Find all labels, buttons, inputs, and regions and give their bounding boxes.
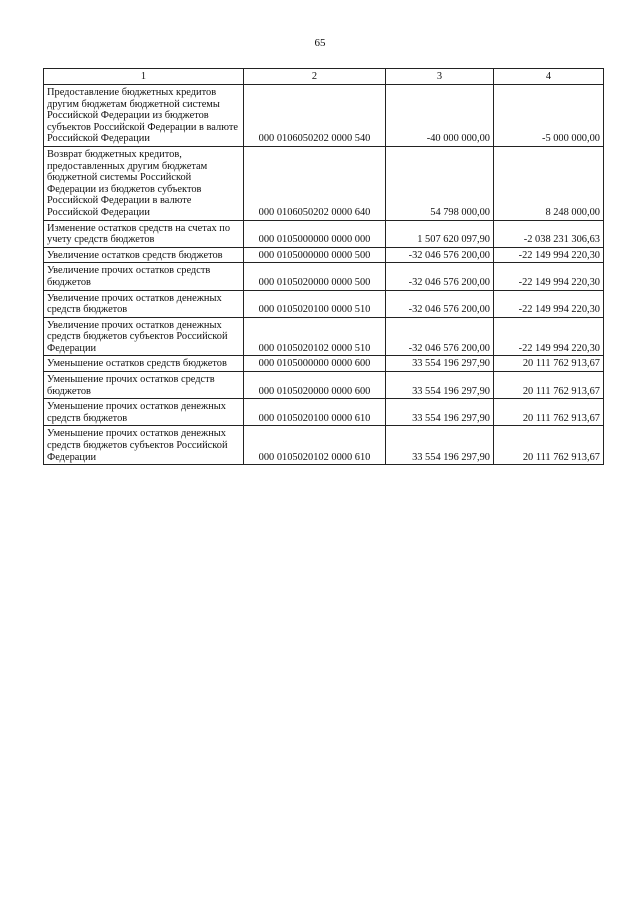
row-name: Возврат бюджетных кредитов, предоставленных другим бюджетам бюджетной системы Российской Федерации из бюджетов субъектов Российской Федерации в валюте Российской Федерации <box>44 146 244 220</box>
row-value-col3: 33 554 196 297,90 <box>386 356 494 372</box>
row-value-col4: -22 149 994 220,30 <box>494 247 604 263</box>
table-row <box>44 426 604 465</box>
column-header-3: 3 <box>386 69 494 85</box>
row-value-col3: 33 554 196 297,90 <box>386 399 494 426</box>
row-value-col4: 8 248 000,00 <box>494 146 604 220</box>
row-code: 000 0106050202 0000 540 <box>244 85 386 147</box>
row-code: 000 0105020100 0000 610 <box>244 399 386 426</box>
row-code: 000 0106050202 0000 640 <box>244 146 386 220</box>
column-header-1: 1 <box>44 69 244 85</box>
row-name: Уменьшение прочих остатков денежных средств бюджетов <box>44 399 244 426</box>
row-code: 000 0105000000 0000 600 <box>244 356 386 372</box>
row-value-col4: 20 111 762 913,67 <box>494 399 604 426</box>
row-code: 000 0105000000 0000 000 <box>244 220 386 247</box>
row-value-col3: 1 507 620 097,90 <box>386 220 494 247</box>
table-row <box>44 290 604 317</box>
budget-sources-table <box>43 68 604 465</box>
table-row <box>44 399 604 426</box>
row-value-col4: -22 149 994 220,30 <box>494 317 604 356</box>
table-row <box>44 220 604 247</box>
table-row <box>44 146 604 220</box>
table-row <box>44 263 604 290</box>
table-row <box>44 317 604 356</box>
column-header-4: 4 <box>494 69 604 85</box>
row-name: Увеличение прочих остатков денежных средств бюджетов субъектов Российской Федерации <box>44 317 244 356</box>
column-header-2: 2 <box>244 69 386 85</box>
row-code: 000 0105020100 0000 510 <box>244 290 386 317</box>
row-name: Изменение остатков средств на счетах по учету средств бюджетов <box>44 220 244 247</box>
row-value-col4: 20 111 762 913,67 <box>494 426 604 465</box>
row-value-col3: -32 046 576 200,00 <box>386 247 494 263</box>
row-value-col3: -32 046 576 200,00 <box>386 263 494 290</box>
row-name: Увеличение прочих остатков денежных средств бюджетов <box>44 290 244 317</box>
row-value-col4: -22 149 994 220,30 <box>494 263 604 290</box>
row-value-col3: 33 554 196 297,90 <box>386 372 494 399</box>
row-name: Увеличение остатков средств бюджетов <box>44 247 244 263</box>
row-value-col4: -2 038 231 306,63 <box>494 220 604 247</box>
table-row <box>44 247 604 263</box>
row-code: 000 0105000000 0000 500 <box>244 247 386 263</box>
page-number: 65 <box>314 37 326 49</box>
row-name: Уменьшение прочих остатков средств бюджетов <box>44 372 244 399</box>
row-name: Уменьшение остатков средств бюджетов <box>44 356 244 372</box>
row-code: 000 0105020000 0000 600 <box>244 372 386 399</box>
row-code: 000 0105020102 0000 510 <box>244 317 386 356</box>
table-header-row <box>44 69 604 85</box>
table-row <box>44 85 604 147</box>
row-value-col3: 33 554 196 297,90 <box>386 426 494 465</box>
row-name: Увеличение прочих остатков средств бюджетов <box>44 263 244 290</box>
row-value-col3: -32 046 576 200,00 <box>386 290 494 317</box>
row-value-col3: 54 798 000,00 <box>386 146 494 220</box>
row-code: 000 0105020000 0000 500 <box>244 263 386 290</box>
row-value-col4: -22 149 994 220,30 <box>494 290 604 317</box>
row-value-col4: 20 111 762 913,67 <box>494 372 604 399</box>
row-name: Уменьшение прочих остатков денежных средств бюджетов субъектов Российской Федерации <box>44 426 244 465</box>
row-value-col4: -5 000 000,00 <box>494 85 604 147</box>
row-name: Предоставление бюджетных кредитов другим бюджетам бюджетной системы Российской Федерации из бюджетов субъектов Российской Федерации в валюте Российской Федерации <box>44 85 244 147</box>
table-row <box>44 356 604 372</box>
table-row <box>44 372 604 399</box>
row-value-col4: 20 111 762 913,67 <box>494 356 604 372</box>
row-value-col3: -32 046 576 200,00 <box>386 317 494 356</box>
row-code: 000 0105020102 0000 610 <box>244 426 386 465</box>
row-value-col3: -40 000 000,00 <box>386 85 494 147</box>
